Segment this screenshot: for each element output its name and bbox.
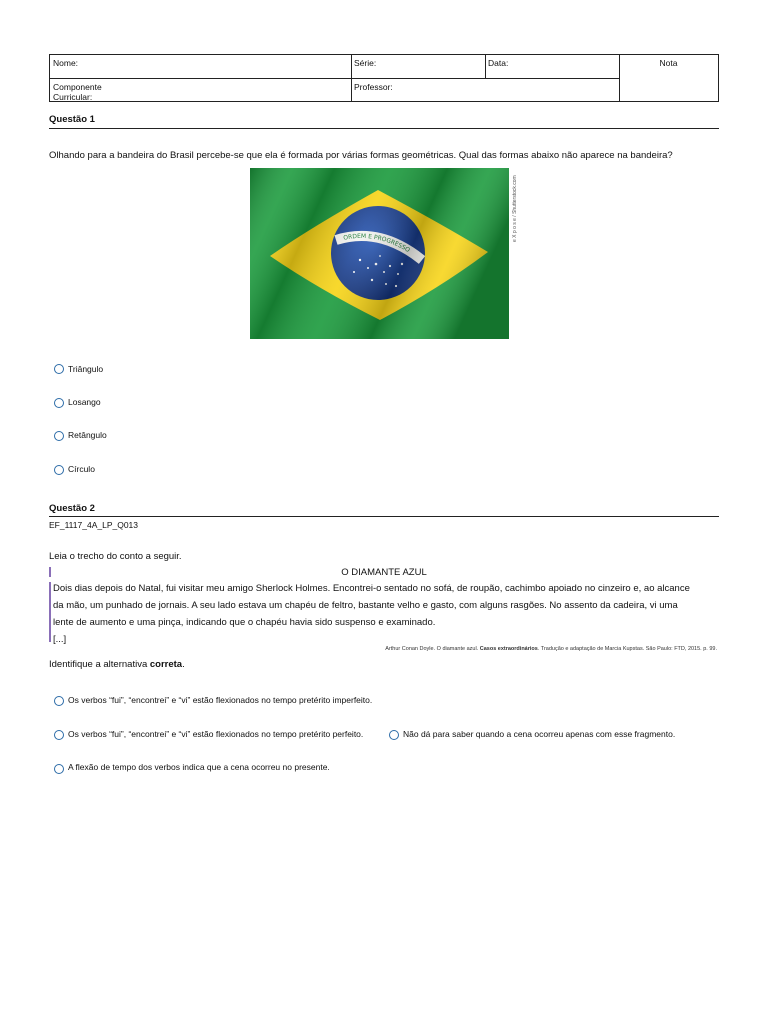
instruction-end: . xyxy=(182,659,185,670)
q2-option-4-radio[interactable] xyxy=(54,764,64,774)
componente-label: Componente xyxy=(53,82,102,92)
image-credit: e X p o s e / Shutterstock.com xyxy=(512,175,518,242)
question-1-rule xyxy=(49,128,719,129)
q2-option-1-radio[interactable] xyxy=(54,696,64,706)
serie-field[interactable] xyxy=(351,55,379,71)
question-2-instruction xyxy=(49,659,185,670)
q1-option-2-radio[interactable] xyxy=(54,398,64,408)
q1-option-3-radio[interactable] xyxy=(54,431,64,441)
nota-field[interactable] xyxy=(619,55,718,71)
question-1-prompt: Olhando para a bandeira do Brasil percebe-se que ela é formada por várias formas geométricas. Qual das formas abaixo não aparece na bandeira? xyxy=(49,150,673,161)
nome-field[interactable] xyxy=(50,55,81,71)
q2-option-4-label[interactable]: A flexão de tempo dos verbos indica que a cena ocorreu no presente. xyxy=(68,762,330,772)
quote-bar-title xyxy=(49,567,51,577)
brazil-flag-svg xyxy=(250,168,509,339)
data-label: Data: xyxy=(488,58,509,68)
q1-option-1-label[interactable]: Triângulo xyxy=(68,364,104,374)
story-line: lente de aumento e uma pinça, indicando que o chapéu havia sido suspenso e examinado. xyxy=(53,617,436,628)
header-table xyxy=(49,54,719,102)
story-line: Dois dias depois do Natal, fui visitar meu amigo Sherlock Holmes. Encontrei-o sentado no sofá, de roupão, cachimbo apoiado no cinzeiro e, ao alcance xyxy=(53,583,690,594)
curricular-label: Curricular: xyxy=(53,92,93,102)
story-citation xyxy=(300,646,717,652)
serie-label: Série: xyxy=(354,58,377,68)
q1-option-4-radio[interactable] xyxy=(54,465,64,475)
q2-option-3-radio[interactable] xyxy=(389,730,399,740)
q1-option-2-label[interactable]: Losango xyxy=(68,397,101,407)
header-row-divider xyxy=(50,78,619,79)
question-2-rule xyxy=(49,516,719,517)
instruction-emphasis: correta xyxy=(149,659,183,670)
professor-label: Professor: xyxy=(354,82,393,92)
q1-option-1-radio[interactable] xyxy=(54,364,64,374)
citation-author: Arthur Conan Doyle. O diamante azul. xyxy=(385,646,480,652)
q1-option-3-label[interactable]: Retângulo xyxy=(68,430,107,440)
quote-bar-body xyxy=(49,582,51,642)
question-1-title: Questão 1 xyxy=(49,114,95,125)
q2-option-1-label[interactable]: Os verbos “fui”, “encontrei” e “vi” estão flexionados no tempo pretérito imperfeito. xyxy=(68,695,373,705)
nota-label: Nota xyxy=(659,58,678,68)
citation-details: . Tradução e adaptação de Marcia Kupstas. São Paulo: FTD, 2015. p. 99. xyxy=(537,646,717,652)
professor-field[interactable] xyxy=(351,79,396,95)
q2-option-3-label[interactable]: Não dá para saber quando a cena ocorreu apenas com esse fragmento. xyxy=(403,729,676,739)
q1-option-4-label[interactable]: Círculo xyxy=(68,464,95,474)
q2-option-2-radio[interactable] xyxy=(54,730,64,740)
story-title: O DIAMANTE AZUL xyxy=(341,567,427,578)
citation-book: Casos extraordinários xyxy=(479,646,538,652)
nome-label: Nome: xyxy=(53,58,79,68)
question-2-intro: Leia o trecho do conto a seguir. xyxy=(49,551,182,562)
instruction-text: Identifique a alternativa xyxy=(49,659,150,670)
brazil-flag-image xyxy=(250,168,509,339)
story-line: [...] xyxy=(53,634,67,645)
story-line: da mão, um punhado de jornais. A seu lado estava um chapéu de feltro, bastante velho e gasto, com alguns rasgões. No assento da cadeira, vi uma xyxy=(53,600,678,611)
flag-fold-shading xyxy=(250,168,509,339)
data-field[interactable] xyxy=(485,55,511,71)
componente-field[interactable] xyxy=(50,79,105,105)
question-2-title: Questão 2 xyxy=(49,503,95,514)
question-2-code: EF_1117_4A_LP_Q013 xyxy=(49,520,139,530)
q2-option-2-label[interactable]: Os verbos “fui”, “encontrei” e “vi” estão flexionados no tempo pretérito perfeito. xyxy=(68,729,364,739)
story-excerpt xyxy=(53,580,723,648)
